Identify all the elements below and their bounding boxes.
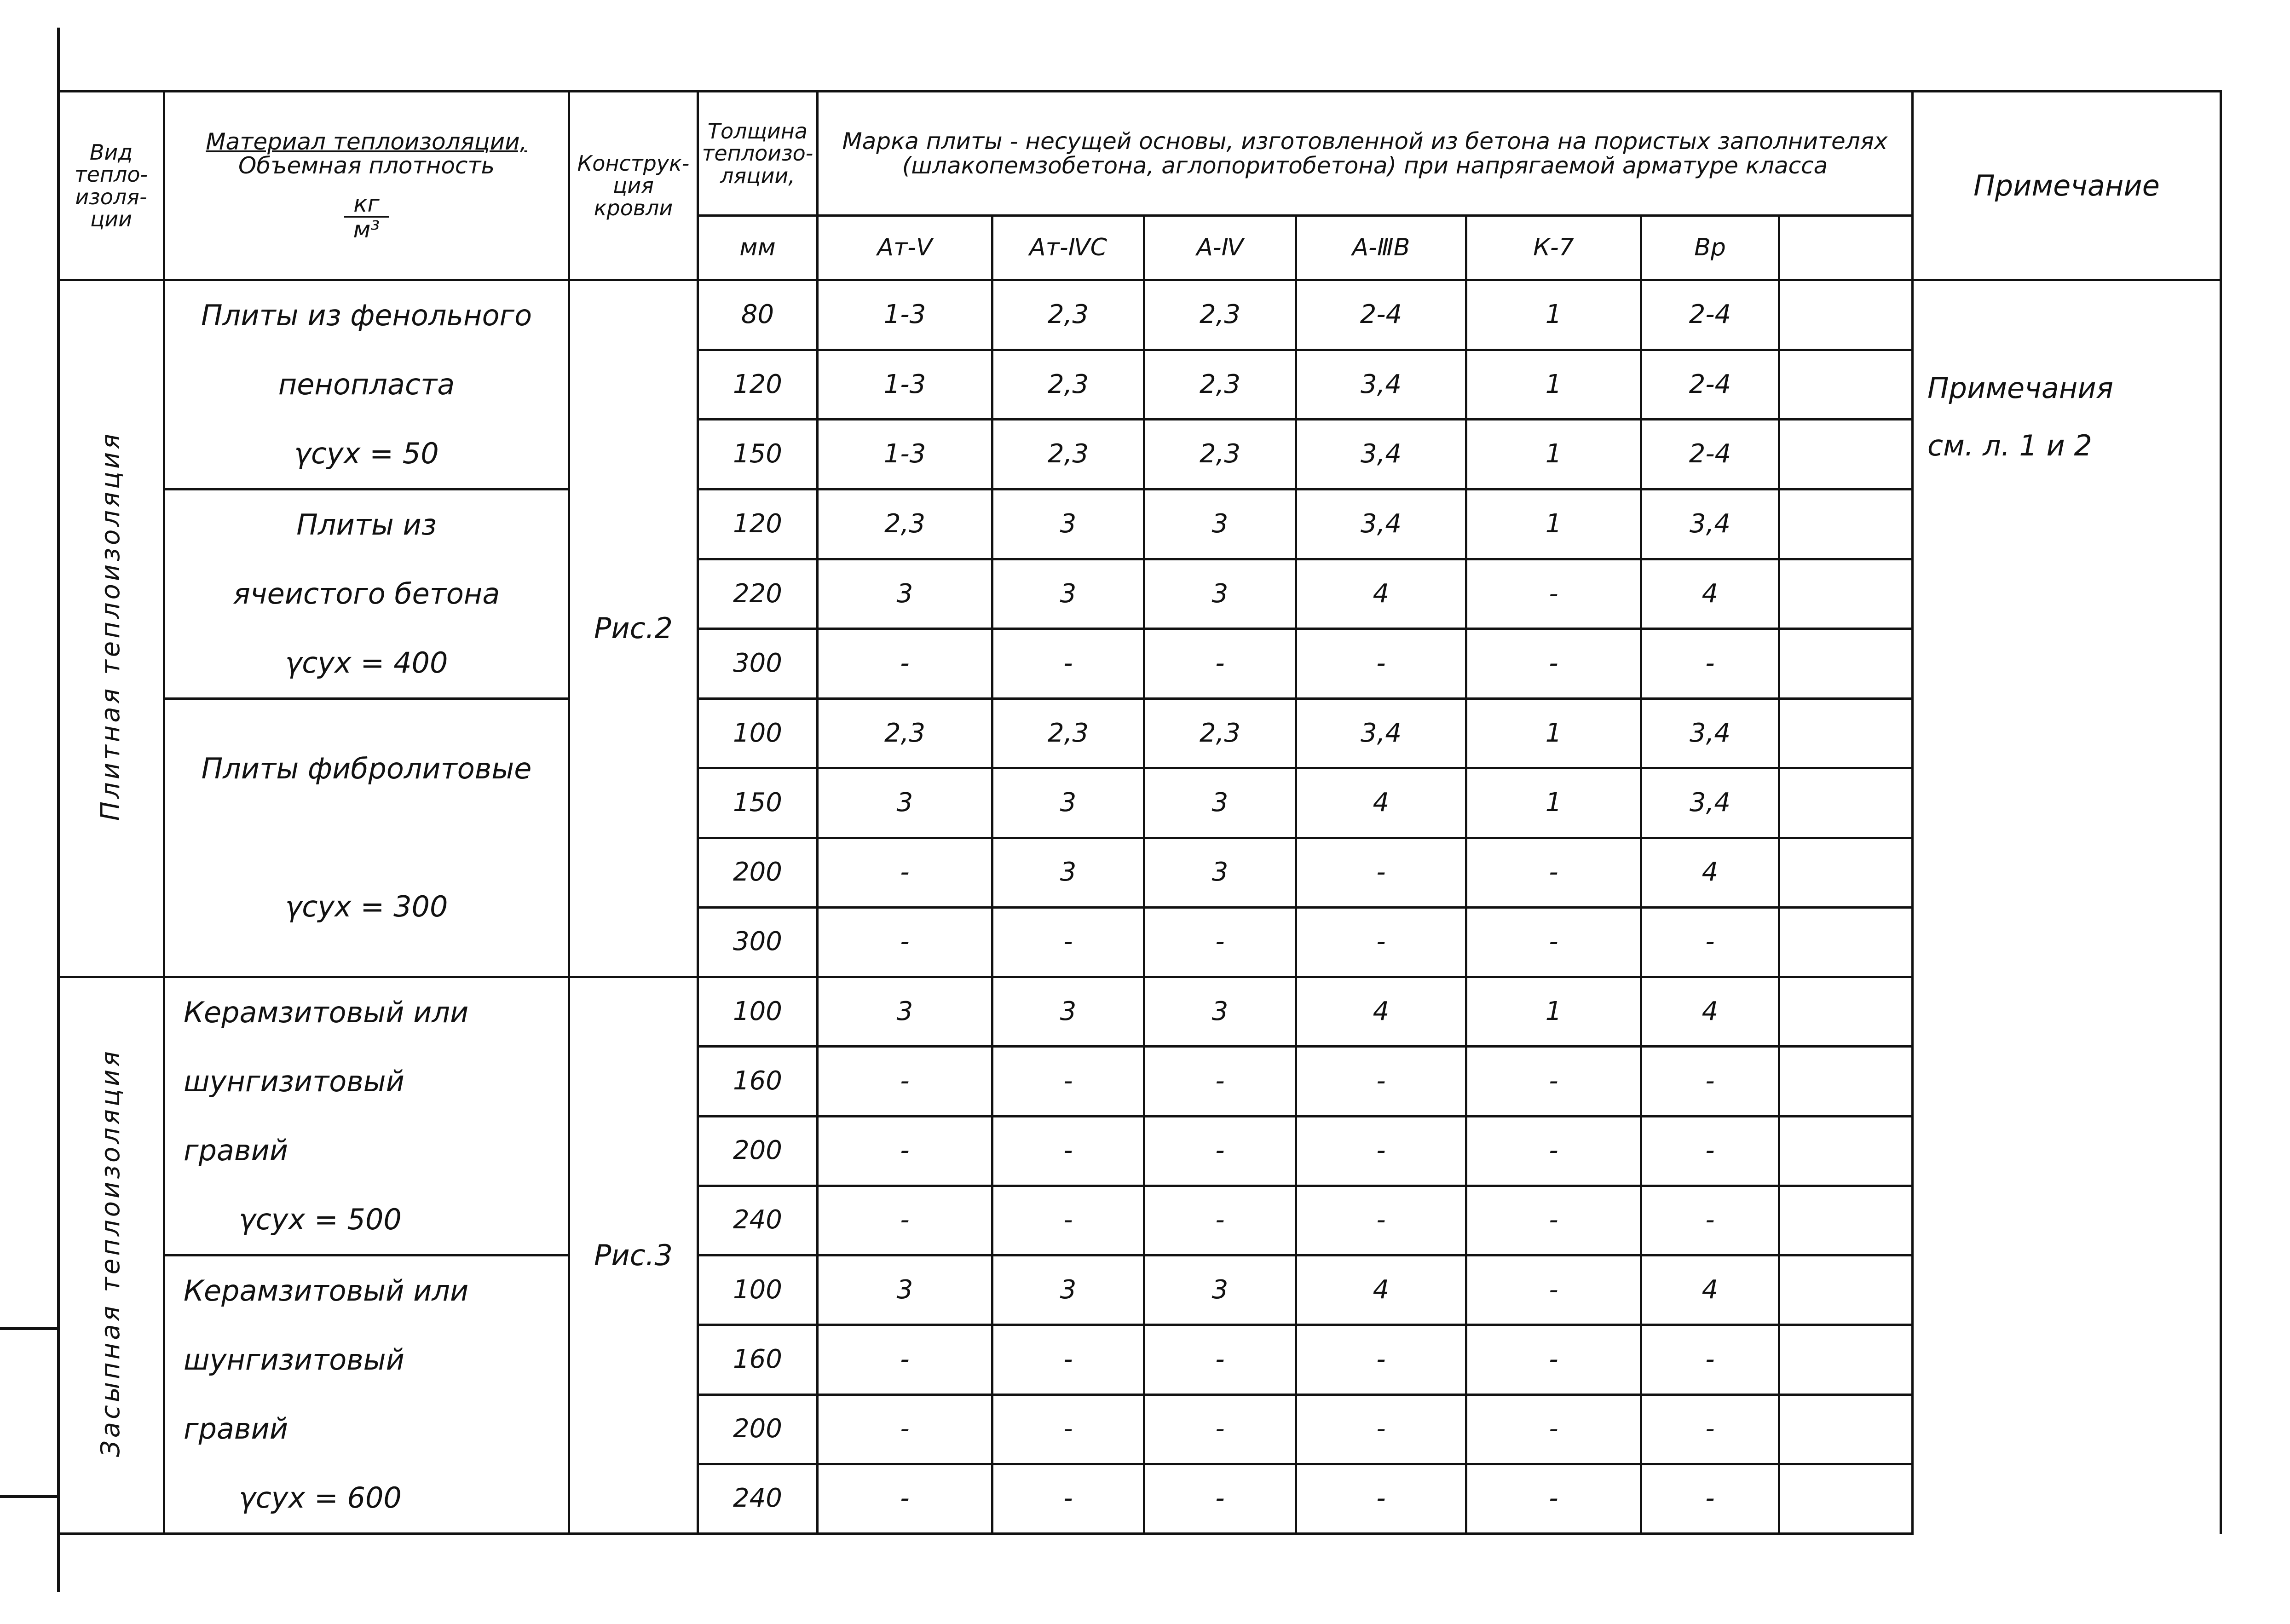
material-line: γсух = 500 <box>239 1203 402 1236</box>
construction-cell: Рис.2 <box>569 280 698 977</box>
grade-cell: - <box>1466 1047 1641 1116</box>
frame-tick-1 <box>0 1327 57 1330</box>
thickness-cell: 200 <box>698 1116 818 1186</box>
grade-cell: 3 <box>818 559 992 629</box>
grade-cell: 2,3 <box>992 420 1144 490</box>
grade-cell <box>1779 1255 1913 1325</box>
grade-cell <box>1779 350 1913 420</box>
header-material: Материал теплоизоляции, Объемная плотность $\frac{кг}{\text{м³}}$ <box>164 92 569 280</box>
thickness-cell: 100 <box>698 699 818 768</box>
grade-cell <box>1779 768 1913 838</box>
grade-cell: - <box>818 1047 992 1116</box>
thickness-cell: 150 <box>698 420 818 490</box>
grade-cell: 2,3 <box>992 280 1144 350</box>
grade-cell: 3 <box>992 490 1144 559</box>
thickness-cell: 300 <box>698 629 818 699</box>
thickness-cell: 240 <box>698 1186 818 1255</box>
grade-cell: 4 <box>1296 977 1466 1047</box>
grade-cell: 3 <box>1144 490 1296 559</box>
header-note: Примечание <box>1913 92 2221 280</box>
grade-cell: - <box>1466 1464 1641 1533</box>
grade-cell: - <box>992 1116 1144 1186</box>
header-class-6 <box>1779 216 1913 280</box>
material-line: гравий <box>184 1412 288 1445</box>
grade-cell: - <box>818 1186 992 1255</box>
header-thickness: Толщина теплоизо-ляции, <box>698 92 818 216</box>
grade-cell <box>1779 977 1913 1047</box>
material-line: γсух = 600 <box>239 1481 402 1515</box>
header-class-1: Ат-ⅣС <box>992 216 1144 280</box>
material-line: пенопласта <box>278 368 455 401</box>
grade-cell <box>1779 1394 1913 1464</box>
grade-cell: - <box>1296 1116 1466 1186</box>
grade-cell: - <box>818 1116 992 1186</box>
grade-cell: - <box>1296 1394 1466 1464</box>
grade-cell <box>1779 1047 1913 1116</box>
grade-cell: 1 <box>1466 699 1641 768</box>
thickness-cell: 100 <box>698 977 818 1047</box>
grade-cell: - <box>818 838 992 907</box>
grade-cell: 3 <box>818 977 992 1047</box>
table-row <box>58 977 2221 1047</box>
header-class-3: А-ⅢВ <box>1296 216 1466 280</box>
thickness-cell: 160 <box>698 1047 818 1116</box>
table-row <box>58 280 2221 350</box>
material-line: γсух = 50 <box>294 437 439 470</box>
kind-label: Засыпная теплоизоляция <box>96 1048 126 1457</box>
grade-cell: 3 <box>1144 977 1296 1047</box>
header-class-4: К-7 <box>1466 216 1641 280</box>
grade-cell <box>1779 420 1913 490</box>
grade-cell: 3 <box>992 1255 1144 1325</box>
header-slab-grade: Марка плиты - несущей основы, изготовленной из бетона на пористых заполнителях (шлакопемзобетона, аглопоритобетона) при напрягаемой арматуре класса <box>818 92 1913 216</box>
grade-cell: 3 <box>1144 559 1296 629</box>
grade-cell: - <box>992 629 1144 699</box>
grade-cell: - <box>1296 1186 1466 1255</box>
grade-cell: 1-3 <box>818 420 992 490</box>
grade-cell: - <box>992 1394 1144 1464</box>
grade-cell: - <box>1466 1325 1641 1394</box>
grade-cell: 3,4 <box>1296 490 1466 559</box>
grade-cell <box>1779 1186 1913 1255</box>
table-row <box>58 699 2221 768</box>
frame-tick-2 <box>0 1495 57 1498</box>
grade-cell: - <box>992 1464 1144 1533</box>
grade-cell: - <box>992 1047 1144 1116</box>
grade-cell: 1 <box>1466 420 1641 490</box>
grade-cell: - <box>1466 1116 1641 1186</box>
table-row <box>58 490 2221 559</box>
thickness-cell: 120 <box>698 350 818 420</box>
grade-cell: 3,4 <box>1296 420 1466 490</box>
grade-cell: - <box>1641 1116 1779 1186</box>
grade-cell: - <box>1466 1186 1641 1255</box>
material-line: Керамзитовый или <box>184 996 469 1029</box>
material-cell <box>164 490 569 699</box>
grade-cell: - <box>818 907 992 977</box>
header-class-5: Вр <box>1641 216 1779 280</box>
grade-cell: - <box>1144 1047 1296 1116</box>
thickness-cell: 240 <box>698 1464 818 1533</box>
thickness-cell: 220 <box>698 559 818 629</box>
table-row <box>58 1255 2221 1325</box>
grade-cell: 3,4 <box>1641 699 1779 768</box>
grade-cell: - <box>1641 629 1779 699</box>
grade-cell: - <box>992 1325 1144 1394</box>
grade-cell: - <box>1466 629 1641 699</box>
grade-cell: 3 <box>818 1255 992 1325</box>
grade-cell: 4 <box>1641 977 1779 1047</box>
grade-cell: - <box>1641 1186 1779 1255</box>
grade-cell: - <box>1641 1464 1779 1533</box>
header-construction: Конструк-ция кровли <box>569 92 698 280</box>
note-line-2: см. л. 1 и 2 <box>1927 429 2092 463</box>
grade-cell <box>1779 1325 1913 1394</box>
material-line: ячеистого бетона <box>233 577 500 610</box>
material-line: Плиты из <box>296 508 437 541</box>
grade-cell: 2-4 <box>1641 420 1779 490</box>
material-line: шунгизитовый <box>184 1065 404 1098</box>
header-kind: Вид тепло-изоля-ции <box>58 92 164 280</box>
grade-cell: - <box>1144 1464 1296 1533</box>
grade-cell: - <box>1466 1394 1641 1464</box>
grade-cell: - <box>1144 1325 1296 1394</box>
thickness-cell: 200 <box>698 838 818 907</box>
header-row-1 <box>58 92 2221 216</box>
grade-cell <box>1779 699 1913 768</box>
grade-cell <box>1779 907 1913 977</box>
grade-cell: 1-3 <box>818 280 992 350</box>
grade-cell: 3,4 <box>1641 768 1779 838</box>
grade-cell: - <box>1296 1464 1466 1533</box>
grade-cell: - <box>1466 1255 1641 1325</box>
thickness-cell: 120 <box>698 490 818 559</box>
grade-cell: 3 <box>992 838 1144 907</box>
grade-cell: 3 <box>1144 1255 1296 1325</box>
grade-cell: - <box>992 907 1144 977</box>
grade-cell: - <box>1641 1325 1779 1394</box>
grade-cell: 1 <box>1466 490 1641 559</box>
grade-cell: 1 <box>1466 768 1641 838</box>
grade-cell: - <box>1641 1047 1779 1116</box>
grade-cell: - <box>1144 1394 1296 1464</box>
grade-cell: 3 <box>818 768 992 838</box>
grade-cell: 3 <box>1144 838 1296 907</box>
grade-cell <box>1779 280 1913 350</box>
note-cell <box>1913 280 2221 1534</box>
grade-cell: - <box>1466 838 1641 907</box>
grade-cell: 2-4 <box>1641 350 1779 420</box>
grade-cell: 4 <box>1296 1255 1466 1325</box>
material-cell <box>164 699 569 977</box>
grade-cell <box>1779 490 1913 559</box>
grade-cell: 3,4 <box>1641 490 1779 559</box>
grade-cell: 2,3 <box>992 699 1144 768</box>
material-line: гравий <box>184 1134 288 1167</box>
grade-cell: - <box>1296 629 1466 699</box>
material-line: Плиты из фенольного <box>201 299 532 332</box>
kind-label: Плитная теплоизоляция <box>96 431 126 821</box>
grade-cell: 4 <box>1641 559 1779 629</box>
kind-cell <box>58 977 164 1534</box>
grade-cell <box>1779 1116 1913 1186</box>
grade-cell: 4 <box>1296 559 1466 629</box>
grade-cell: - <box>1296 838 1466 907</box>
grade-cell: - <box>818 629 992 699</box>
grade-cell: - <box>1144 1116 1296 1186</box>
material-line: γсух = 300 <box>285 890 448 923</box>
material-cell <box>164 977 569 1255</box>
grade-cell <box>1779 838 1913 907</box>
thickness-cell: 100 <box>698 1255 818 1325</box>
grade-cell: 3 <box>992 559 1144 629</box>
material-line: шунгизитовый <box>184 1343 404 1376</box>
grade-cell: - <box>1144 629 1296 699</box>
material-line: Плиты фибролитовые <box>201 752 532 785</box>
material-cell <box>164 280 569 490</box>
grade-cell: - <box>1296 1047 1466 1116</box>
grade-cell: 1-3 <box>818 350 992 420</box>
grade-cell: 2,3 <box>1144 699 1296 768</box>
material-line: Керамзитовый или <box>184 1274 469 1307</box>
grade-cell: - <box>1296 907 1466 977</box>
thickness-cell: 300 <box>698 907 818 977</box>
grade-cell: 3 <box>992 977 1144 1047</box>
grade-cell: 2,3 <box>818 490 992 559</box>
grade-cell: 2,3 <box>818 699 992 768</box>
grade-cell: 1 <box>1466 977 1641 1047</box>
grade-cell: 3,4 <box>1296 350 1466 420</box>
thickness-cell: 80 <box>698 280 818 350</box>
grade-cell: - <box>1466 907 1641 977</box>
grade-cell: - <box>992 1186 1144 1255</box>
grade-cell: - <box>1296 1325 1466 1394</box>
grade-cell: - <box>818 1394 992 1464</box>
grade-cell: 2-4 <box>1641 280 1779 350</box>
grade-cell: - <box>818 1325 992 1394</box>
grade-cell <box>1779 1464 1913 1533</box>
grade-cell: - <box>1641 1394 1779 1464</box>
grade-cell: 3 <box>992 768 1144 838</box>
grade-cell: - <box>1466 559 1641 629</box>
grade-cell: - <box>818 1464 992 1533</box>
grade-cell: 1 <box>1466 280 1641 350</box>
grade-cell: 4 <box>1641 838 1779 907</box>
grade-cell <box>1779 629 1913 699</box>
thickness-cell: 160 <box>698 1325 818 1394</box>
construction-cell: Рис.3 <box>569 977 698 1534</box>
note-line-1: Примечания <box>1927 371 2113 405</box>
insulation-table <box>57 90 2222 1535</box>
grade-cell: 1 <box>1466 350 1641 420</box>
grade-cell: - <box>1144 1186 1296 1255</box>
grade-cell: 4 <box>1641 1255 1779 1325</box>
header-class-0: Ат-Ⅴ <box>818 216 992 280</box>
grade-cell: 3 <box>1144 768 1296 838</box>
grade-cell: - <box>1144 907 1296 977</box>
material-line: γсух = 400 <box>285 646 448 680</box>
thickness-cell: 150 <box>698 768 818 838</box>
grade-cell <box>1779 559 1913 629</box>
grade-cell: 2,3 <box>1144 350 1296 420</box>
grade-cell: 2,3 <box>992 350 1144 420</box>
grade-cell: 2,3 <box>1144 420 1296 490</box>
thickness-cell: 200 <box>698 1394 818 1464</box>
grade-cell: - <box>1641 907 1779 977</box>
grade-cell: 4 <box>1296 768 1466 838</box>
material-cell <box>164 1255 569 1534</box>
grade-cell: 3,4 <box>1296 699 1466 768</box>
kind-cell <box>58 280 164 977</box>
header-class-2: А-Ⅳ <box>1144 216 1296 280</box>
grade-cell: 2-4 <box>1296 280 1466 350</box>
header-thickness-unit: мм <box>698 216 818 280</box>
grade-cell: 2,3 <box>1144 280 1296 350</box>
